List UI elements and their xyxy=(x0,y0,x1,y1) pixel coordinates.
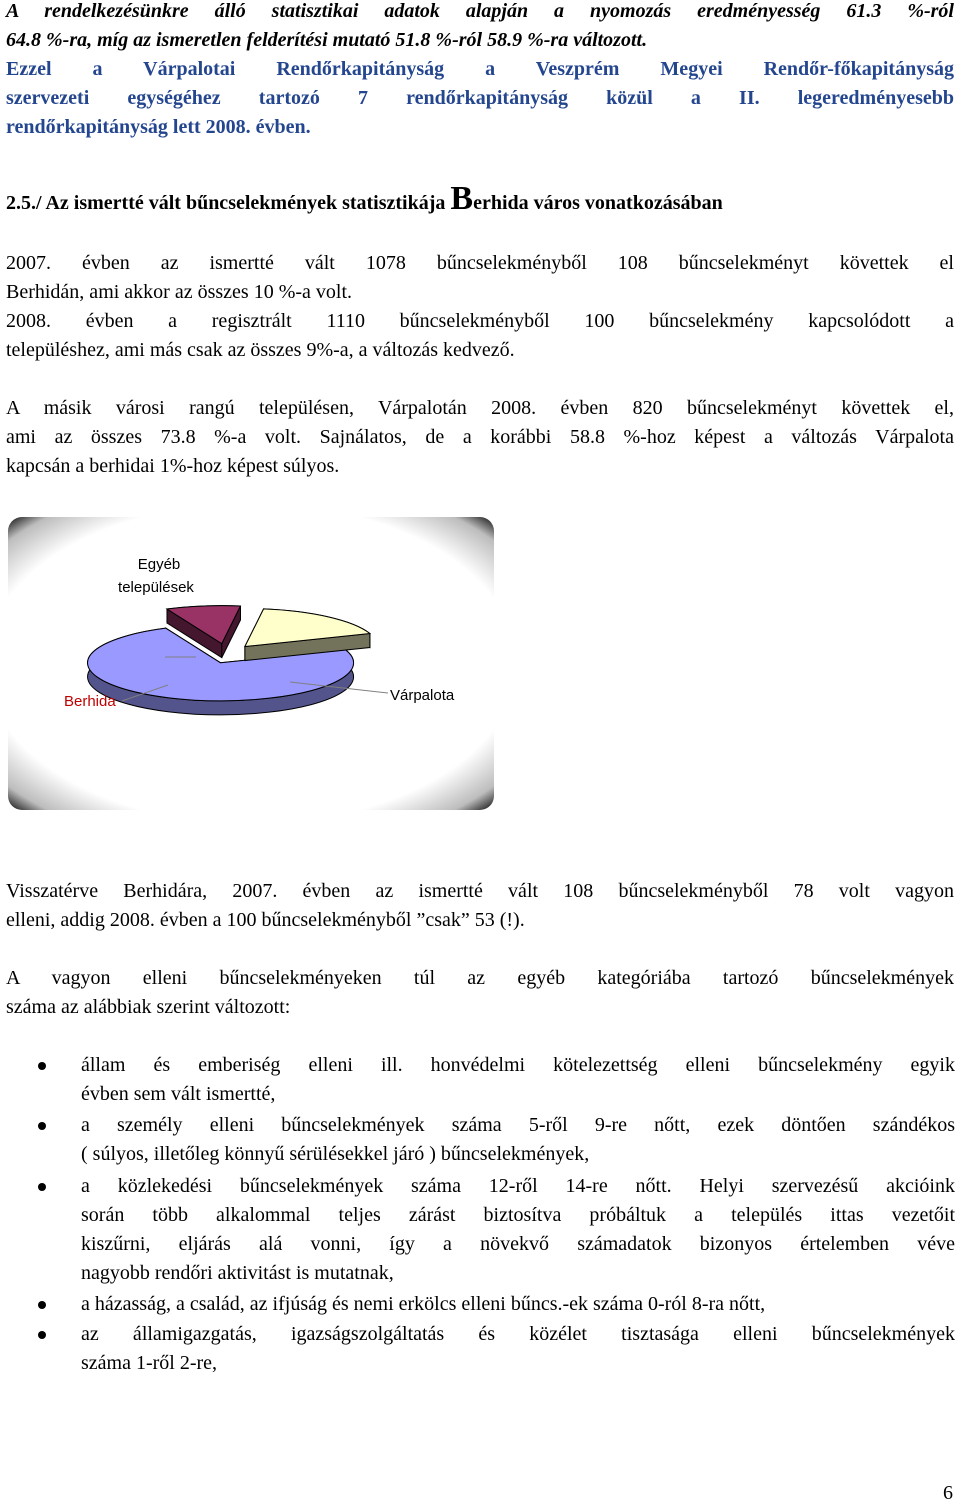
bullet-marker xyxy=(38,1062,46,1070)
para1-line-1: 2007. évben az ismertté vált 1078 bűncselekményből 108 bűncselekményt követtek el xyxy=(6,252,954,274)
bullet-marker xyxy=(38,1122,46,1130)
bullet-marker xyxy=(38,1301,46,1309)
bullet-1-line-2: évben sem vált ismertté, xyxy=(81,1083,276,1105)
section-heading-big-letter: B xyxy=(450,180,474,217)
para2-line-2: ami az összes 73.8 %-a volt. Sajnálatos, de a korábbi 58.8 %-hoz képest a változás Várpalota xyxy=(6,426,954,448)
para1-line-2: Berhidán, ami akkor az összes 10 %-a volt. xyxy=(6,281,353,303)
bullet-3-line-2: során több alkalommal teljes zárást biztosítva próbáltuk a település ittas vezetőit xyxy=(81,1204,955,1226)
para4-line-2: száma az alábbiak szerint változott: xyxy=(6,996,291,1018)
highlight-line-3: rendőrkapitányság lett 2008. évben. xyxy=(6,116,311,138)
bullet-marker xyxy=(38,1183,46,1191)
bullet-marker xyxy=(38,1331,46,1339)
para2-line-1: A másik városi rangú településen, Várpalotán 2008. évben 820 bűncselekményt követtek el, xyxy=(6,397,954,419)
para3-line-1: Visszatérve Berhidára, 2007. évben az ismertté vált 108 bűncselekményből 78 volt vagyon xyxy=(6,880,954,902)
bullet-2-line-2: ( súlyos, illetőleg könnyű sérülésekkel járó ) bűncselekmények, xyxy=(81,1143,590,1165)
para2-line-3: kapcsán a berhidai 1%-hoz képest súlyos. xyxy=(6,455,340,477)
highlight-line-2: szervezeti egységéhez tartozó 7 rendőrkapitányság közül a II. legeredményesebb xyxy=(6,87,954,109)
bullet-5-line-2: száma 1-ről 2-re, xyxy=(81,1352,218,1374)
label-varpalota: Várpalota xyxy=(390,687,455,704)
label-other-line2: települések xyxy=(118,579,194,596)
bullet-3-line-1: a közlekedési bűncselekmények száma 12-ről 14-re nőtt. Helyi szervezésű akcióink xyxy=(81,1175,955,1197)
para3-line-2: elleni, addig 2008. évben a 100 bűncselekményből ”csak” 53 (!). xyxy=(6,909,525,931)
label-other-line1: Egyéb xyxy=(137,556,181,573)
bullet-1-line-1: állam és emberiség elleni ill. honvédelmi kötelezettség elleni bűncselekmény egyik xyxy=(81,1054,955,1076)
para1-line-3: 2008. évben a regisztrált 1110 bűncselekményből 100 bűncselekmény kapcsolódott a xyxy=(6,310,954,332)
highlight-line-1: Ezzel a Várpalotai Rendőrkapitányság a Veszprém Megyei Rendőr-főkapitányság xyxy=(6,58,954,80)
pie-chart xyxy=(8,517,494,810)
pie-chart-svg xyxy=(8,517,494,810)
page-number: 6 xyxy=(943,1482,953,1504)
section-heading xyxy=(6,180,954,222)
bullet-2-line-1: a személy elleni bűncselekmények száma 5-ről 9-re nőtt, ezek döntően szándékos xyxy=(81,1114,955,1136)
section-heading-suffix: erhida város vonatkozásában xyxy=(473,192,723,214)
bullet-3-line-3: kiszűrni, eljárás alá vonni, így a növekvő számadatok bizonyos értelemben véve xyxy=(81,1233,955,1255)
para1-line-4: településhez, ami más csak az összes 9%-a, a változás kedvező. xyxy=(6,339,515,361)
bullet-5-line-1: az államigazgatás, igazságszolgáltatás és közélet tisztasága elleni bűncselekmények xyxy=(81,1323,955,1345)
intro-line-1: A rendelkezésünkre álló statisztikai adatok alapján a nyomozás eredményesség 61.3 %-ról xyxy=(6,0,954,22)
bullet-4-line-1: a házasság, a család, az ifjúság és nemi erkölcs elleni bűncs.-ek száma 0-ról 8-ra nőtt, xyxy=(81,1293,766,1315)
intro-line-2: 64.8 %-ra, míg az ismeretlen felderítési mutató 51.8 %-ról 58.9 %-ra változott. xyxy=(6,29,648,51)
section-heading-prefix: 2.5./ Az ismertté vált bűncselekmények statisztikája xyxy=(6,192,451,214)
label-berhida: Berhida xyxy=(64,693,116,710)
para4-line-1: A vagyon elleni bűncselekményeken túl az egyéb kategóriába tartozó bűncselekmények xyxy=(6,967,954,989)
bullet-3-line-4: nagyobb rendőri aktivitást is mutatnak, xyxy=(81,1262,394,1284)
